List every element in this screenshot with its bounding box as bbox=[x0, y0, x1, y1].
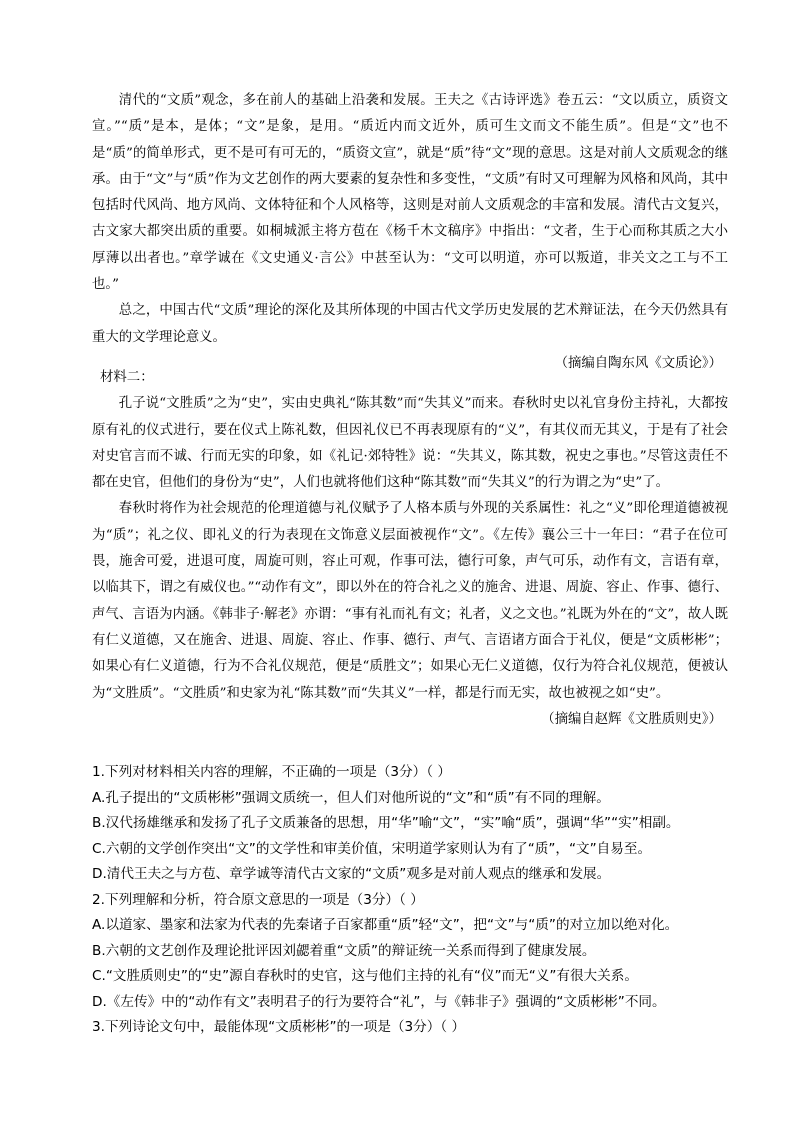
question-1-option-a[interactable]: A.孔子提出的“文质彬彬”强调文质统一，但人们对他所说的“文”和“质”有不同的理解。 bbox=[92, 789, 610, 806]
paragraph-conclusion: 总之，中国古代“文质”理论的深化及其所体现的中国古代文学历史发展的艺术辩证法，在今天仍然具有重大的文学理论意义。 bbox=[92, 303, 728, 345]
question-2-option-b[interactable]: B.六朝的文艺创作及理论批评因刘勰着重“文质”的辩证统一关系而得到了健康发展。 bbox=[92, 942, 596, 959]
question-3-stem: 3.下列诗论文句中，最能体现“文质彬彬”的一项是（3分）（ ） bbox=[92, 1019, 466, 1035]
source-citation-1: （摘编自陶东风《文质论》） bbox=[554, 355, 722, 371]
source-citation-2: （摘编自赵辉《文胜质则史》） bbox=[541, 711, 722, 727]
material-two bbox=[92, 365, 728, 733]
question-2-option-a[interactable]: A.以道家、墨家和法家为代表的先秦诸子百家都重“质”轻“文”，把“文”与“质”的对立加以绝对化。 bbox=[92, 917, 679, 933]
question-1-stem: 1.下列对材料相关内容的理解，不正确的一项是（3分）（ ） bbox=[92, 764, 451, 780]
material-two-heading: 材料二： bbox=[100, 370, 154, 385]
question-1-option-c[interactable]: C.六朝的文学创作突出“文”的文学性和审美价值，宋明道学家则认为有了“质”，“文”自易至。 bbox=[92, 840, 652, 857]
paragraph-chunqiu-liyi: 春秋时将作为社会规范的伦理道德与礼仪赋予了人格本质与外现的关系属性：礼之“义”即伦理道德被视为“质”；礼之仪、即礼义的行为表现在文饰意义层面被视作“文”。《左传》襄公三十一年曰：“君子在位可畏，施舍可爱，进退可度，周旋可则，容止可观，作事可法，德行可象，声气可乐，动作有文，言语有章，以临其下，谓之有威仪也。”“动作有文”，即以外在的符合礼之义的施舍、进退、周旋、容止、作事、德行、声气、言语为内涵。《韩非子·解老》亦谓：“事有礼而礼有文；礼者，义之文也。”礼既为外在的“文”，故人既有仁义道德，又在施舍、进退、周旋、容止、作事、德行、声气、言语诸方面合于礼仪，便是“文质彬彬”；如果心有仁义道德，行为不合礼仪规范，便是“质胜文”；如果心无仁义道德，仅行为符合礼仪规范，便被认为“文胜质”。“文胜质”和史家为礼“陈其数”而“失其义”一样，都是行而无实，故也被视之如“史”。 bbox=[92, 501, 728, 701]
question-section bbox=[92, 760, 742, 1041]
question-1-option-b[interactable]: B.汉代扬雄继承和发扬了孔子文质兼备的思想，用“华”喻“文”，“实”喻“质”，强调“华”“实”相副。 bbox=[92, 815, 680, 831]
question-2-option-d[interactable]: D.《左传》中的“动作有文”表明君子的行为要符合“礼”，与《韩非子》强调的“文质彬彬”不同。 bbox=[92, 993, 666, 1010]
question-2-stem: 2.下列理解和分析，符合原文意思的一项是（3分）（ ） bbox=[92, 891, 424, 908]
question-2-option-c[interactable]: C.“文胜质则史”的“史”源自春秋时的史官，这与他们主持的礼有“仪”而无“义”有很大关系。 bbox=[92, 968, 638, 984]
material-one-continued bbox=[92, 88, 728, 377]
question-1-option-d[interactable]: D.清代王夫之与方苞、章学诚等清代古文家的“文质”观多是对前人观点的继承和发展。 bbox=[92, 866, 611, 882]
paragraph-wenzhi-qing: 清代的“文质”观念，多在前人的基础上沿袭和发展。王夫之《古诗评选》卷五云：“文以质立，质资文宣。”“质”是本，是体；“文”是象，是用。“质近内而文近外，质可生文而文不能生质”。但是“文”也不是“质”的简单形式，更不是可有可无的，“质资文宣”，就是“质”待“文”现的意思。这是对前人文质观念的继承。由于“文”与“质”作为文艺创作的两大要素的复杂性和多变性，“文质”有时又可理解为风格和风尚，其中包括时代风尚、地方风尚、文体特征和个人风格等，这则是对前人文质观念的丰富和发展。清代古文复兴，古文家大都突出质的重要。如桐城派主将方苞在《杨千木文稿序》中指出：“文者，生于心而称其质之大小厚薄以出者也。”章学诚在《文史通义·言公》中甚至认为：“文可以明道，亦可以叛道，非关文之工与不工也。” bbox=[92, 93, 728, 293]
paragraph-wenshengzhi: 孔子说“文胜质”之为“史”，实由史典礼“陈其数”而“失其义”而来。春秋时史以礼官身份主持礼，大都按原有礼的仪式进行，要在仪式上陈礼数，但因礼仪已不再表现原有的“义”，有其仪而无其义，于是有了社会对史官言而不诚、行而无实的印象，如《礼记·郊特牲》说：“失其义，陈其数，祝史之事也。”尽管这责任不都在史官，但他们的身份为“史”，人们也就将他们这种“陈其数”而“失其义”的行为谓之为“史”了。 bbox=[92, 396, 728, 491]
